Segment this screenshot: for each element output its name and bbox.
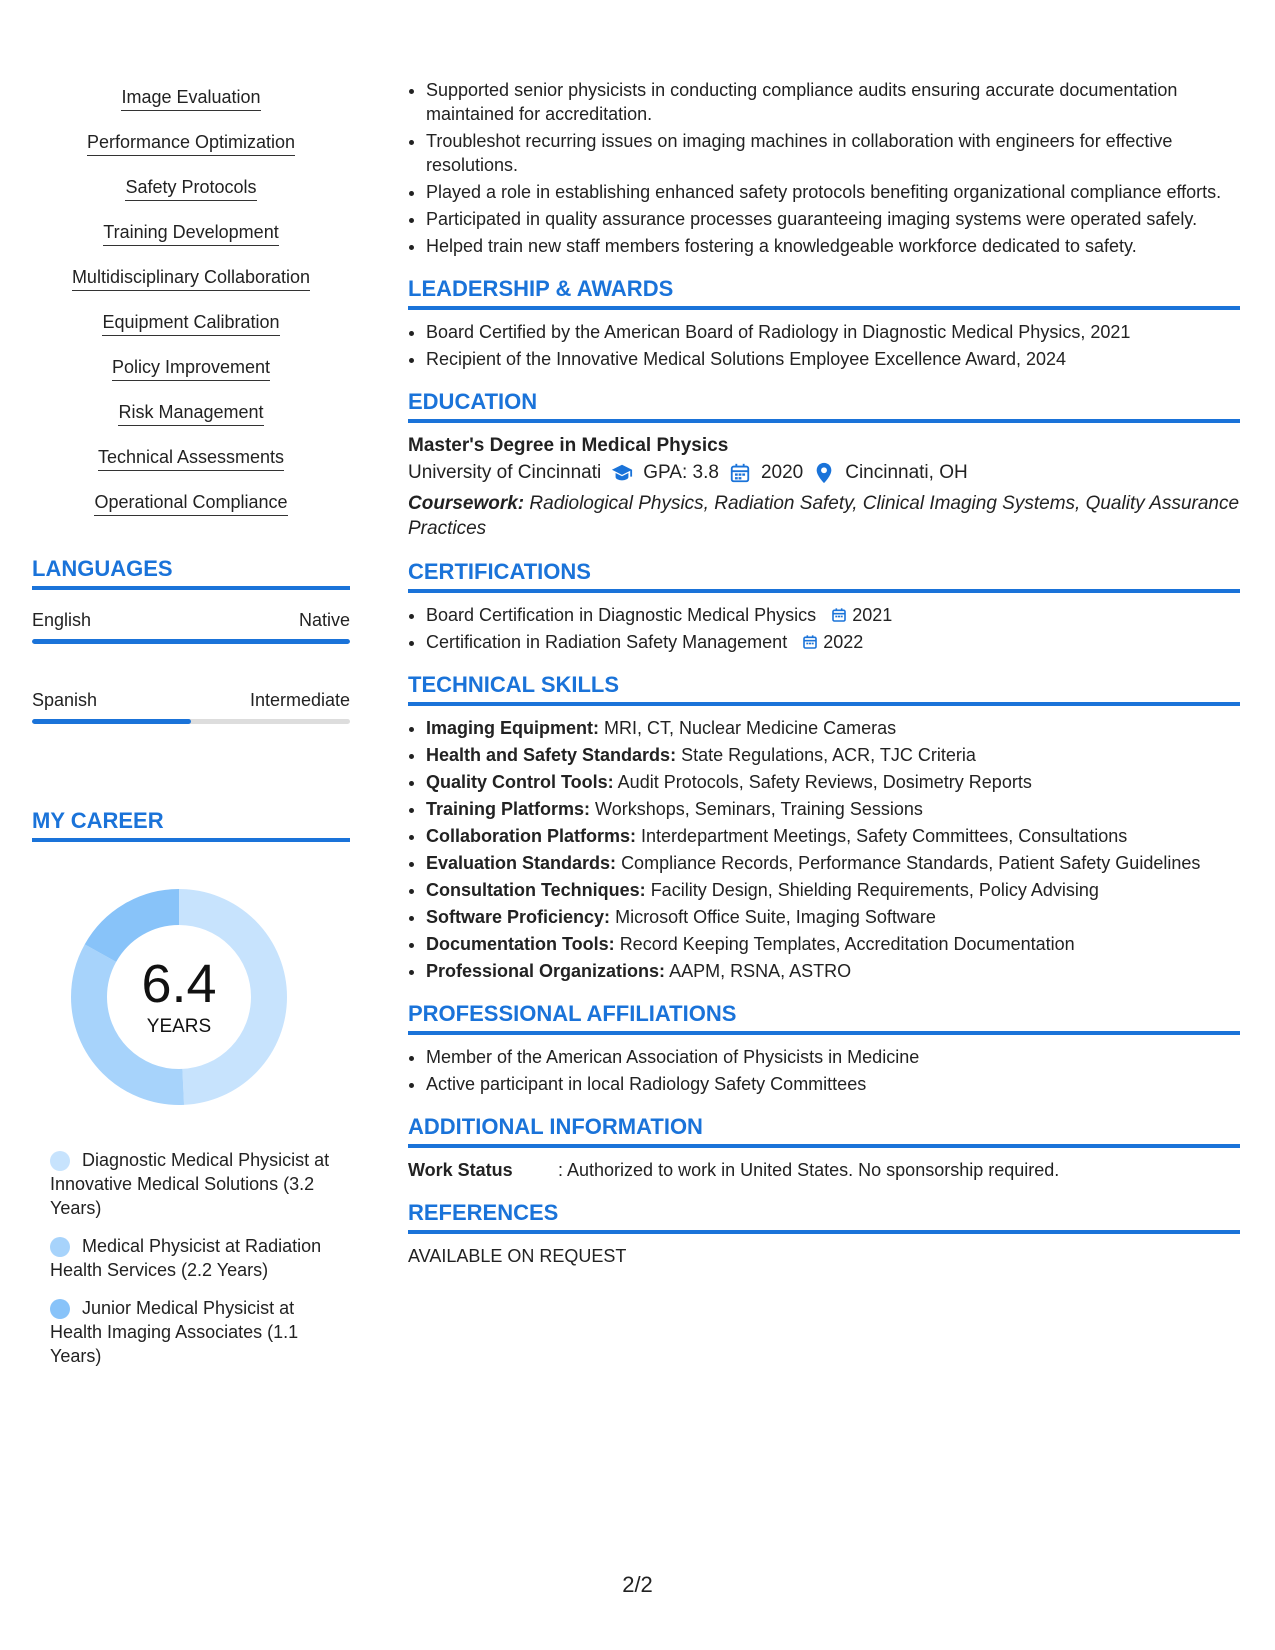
- skill-item: Policy Improvement: [32, 356, 350, 381]
- career-section: [32, 808, 350, 1368]
- technical-skill-item: • Collaboration Platforms: Interdepartment Meetings, Safety Committees, Consultations: [426, 824, 1240, 848]
- affiliation-item: • Active participant in local Radiology Safety Committees: [426, 1072, 1240, 1096]
- technical-skill-item: • Training Platforms: Workshops, Seminars, Training Sessions: [426, 797, 1240, 821]
- leadership-list: [408, 320, 1240, 371]
- leadership-heading: LEADERSHIP & AWARDS: [408, 276, 1240, 310]
- skill-item: Risk Management: [32, 401, 350, 426]
- page-number: 2/2: [622, 1572, 653, 1597]
- location-pin-icon: [813, 462, 835, 484]
- career-legend: [32, 1148, 350, 1368]
- leadership-item: • Board Certified by the American Board of Radiology in Diagnostic Medical Physics, 2021: [426, 320, 1240, 344]
- language-bar-fill: [32, 639, 350, 644]
- certifications-heading: CERTIFICATIONS: [408, 559, 1240, 593]
- career-legend-item: Diagnostic Medical Physicist at Innovative Medical Solutions (3.2 Years): [50, 1150, 330, 1218]
- references-text: AVAILABLE ON REQUEST: [408, 1246, 627, 1266]
- education-heading: EDUCATION: [408, 389, 1240, 423]
- affiliations-heading: PROFESSIONAL AFFILIATIONS: [408, 1001, 1240, 1035]
- technical-skills-heading: TECHNICAL SKILLS: [408, 672, 1240, 706]
- technical-skill-item: • Health and Safety Standards: State Regulations, ACR, TJC Criteria: [426, 743, 1240, 767]
- skill-item: Performance Optimization: [32, 131, 350, 156]
- graduation-cap-icon: [611, 462, 633, 484]
- education-coursework: [408, 491, 1240, 541]
- language-level: Native: [298, 610, 350, 630]
- experience-bullet: • Participated in quality assurance processes guaranteeing imaging systems were operated safely.: [426, 207, 1240, 231]
- languages-heading: LANGUAGES: [32, 556, 350, 590]
- skill-item: Technical Assessments: [32, 446, 350, 471]
- technical-skill-item: • Professional Organizations: AAPM, RSNA, ASTRO: [426, 959, 1240, 983]
- technical-skill-item: • Consultation Techniques: Facility Design, Shielding Requirements, Policy Advising: [426, 878, 1240, 902]
- certification-item: • Board Certification in Diagnostic Medical Physics 2021: [426, 603, 1240, 627]
- skill-item: Multidisciplinary Collaboration: [32, 266, 350, 291]
- skill-item: Equipment Calibration: [32, 311, 350, 336]
- language-level: Intermediate: [249, 690, 350, 710]
- language-row: [32, 610, 350, 631]
- career-legend-item: Medical Physicist at Radiation Health Services (2.2 Years): [50, 1236, 322, 1280]
- certifications-list: [408, 603, 1240, 654]
- skill-item: Operational Compliance: [32, 491, 350, 516]
- language-bar: [32, 719, 350, 724]
- education-meta: [408, 459, 1240, 487]
- experience-bullet: • Supported senior physicists in conducting compliance audits ensuring accurate documentation maintained for accreditation.: [426, 78, 1240, 126]
- legend-dot: [50, 1237, 70, 1257]
- skill-item: Safety Protocols: [32, 176, 350, 201]
- calendar-icon: [802, 634, 818, 650]
- legend-dot: [50, 1151, 70, 1171]
- technical-skill-item: • Quality Control Tools: Audit Protocols, Safety Reviews, Dosimetry Reports: [426, 770, 1240, 794]
- education-year: 2020: [760, 462, 804, 483]
- languages-section: [32, 556, 350, 724]
- affiliation-item: • Member of the American Association of Physicists in Medicine: [426, 1045, 1240, 1069]
- language-bar-fill: [32, 719, 191, 724]
- experience-bullet: • Played a role in establishing enhanced safety protocols benefiting organizational compliance efforts.: [426, 180, 1240, 204]
- leadership-item: • Recipient of the Innovative Medical Solutions Employee Excellence Award, 2024: [426, 347, 1240, 371]
- calendar-icon: [831, 607, 847, 623]
- additional-info-heading: ADDITIONAL INFORMATION: [408, 1114, 1240, 1148]
- experience-bullet: • Helped train new staff members fostering a knowledgeable workforce dedicated to safety.: [426, 234, 1240, 258]
- education-gpa: GPA: 3.8: [643, 462, 719, 483]
- right-column: [408, 78, 1240, 1268]
- technical-skills-list: [408, 716, 1240, 983]
- left-column: [32, 86, 350, 1382]
- skill-item: Image Evaluation: [32, 86, 350, 111]
- career-heading: MY CAREER: [32, 808, 350, 842]
- language-name: English: [32, 610, 92, 630]
- career-legend-item: Junior Medical Physicist at Health Imaging Associates (1.1 Years): [50, 1298, 299, 1366]
- education-degree: Master's Degree in Medical Physics: [408, 435, 729, 456]
- language-bar: [32, 639, 350, 644]
- coursework-label: Coursework:: [408, 493, 525, 514]
- career-total: 6.4: [141, 954, 217, 1014]
- affiliations-list: [408, 1045, 1240, 1096]
- legend-dot: [50, 1299, 70, 1319]
- work-status-value: : Authorized to work in United States. No sponsorship required.: [558, 1160, 1060, 1180]
- calendar-icon: [729, 462, 751, 484]
- work-status-label: Work Status: [408, 1160, 513, 1180]
- education-location: Cincinnati, OH: [845, 462, 968, 483]
- skill-item: Training Development: [32, 221, 350, 246]
- technical-skill-item: • Documentation Tools: Record Keeping Templates, Accreditation Documentation: [426, 932, 1240, 956]
- language-row: [32, 690, 350, 711]
- coursework-text: Radiological Physics, Radiation Safety, Clinical Imaging Systems, Quality Assurance Practices: [408, 493, 1240, 539]
- certification-item: • Certification in Radiation Safety Management 2022: [426, 630, 1240, 654]
- technical-skill-item: • Imaging Equipment: MRI, CT, Nuclear Medicine Cameras: [426, 716, 1240, 740]
- work-status-row: [408, 1158, 1240, 1182]
- skills-list: [32, 86, 350, 516]
- references-heading: REFERENCES: [408, 1200, 1240, 1234]
- technical-skill-item: • Software Proficiency: Microsoft Office Suite, Imaging Software: [426, 905, 1240, 929]
- language-name: Spanish: [32, 690, 98, 710]
- technical-skill-item: • Evaluation Standards: Compliance Records, Performance Standards, Patient Safety Guidelines: [426, 851, 1240, 875]
- experience-bullets: [408, 78, 1240, 258]
- career-unit: YEARS: [146, 1016, 212, 1037]
- education-school: University of Cincinnati: [408, 462, 602, 483]
- career-donut-chart: [64, 882, 294, 1112]
- experience-bullet: • Troubleshot recurring issues on imaging machines in collaboration with engineers for effective resolutions.: [426, 129, 1240, 177]
